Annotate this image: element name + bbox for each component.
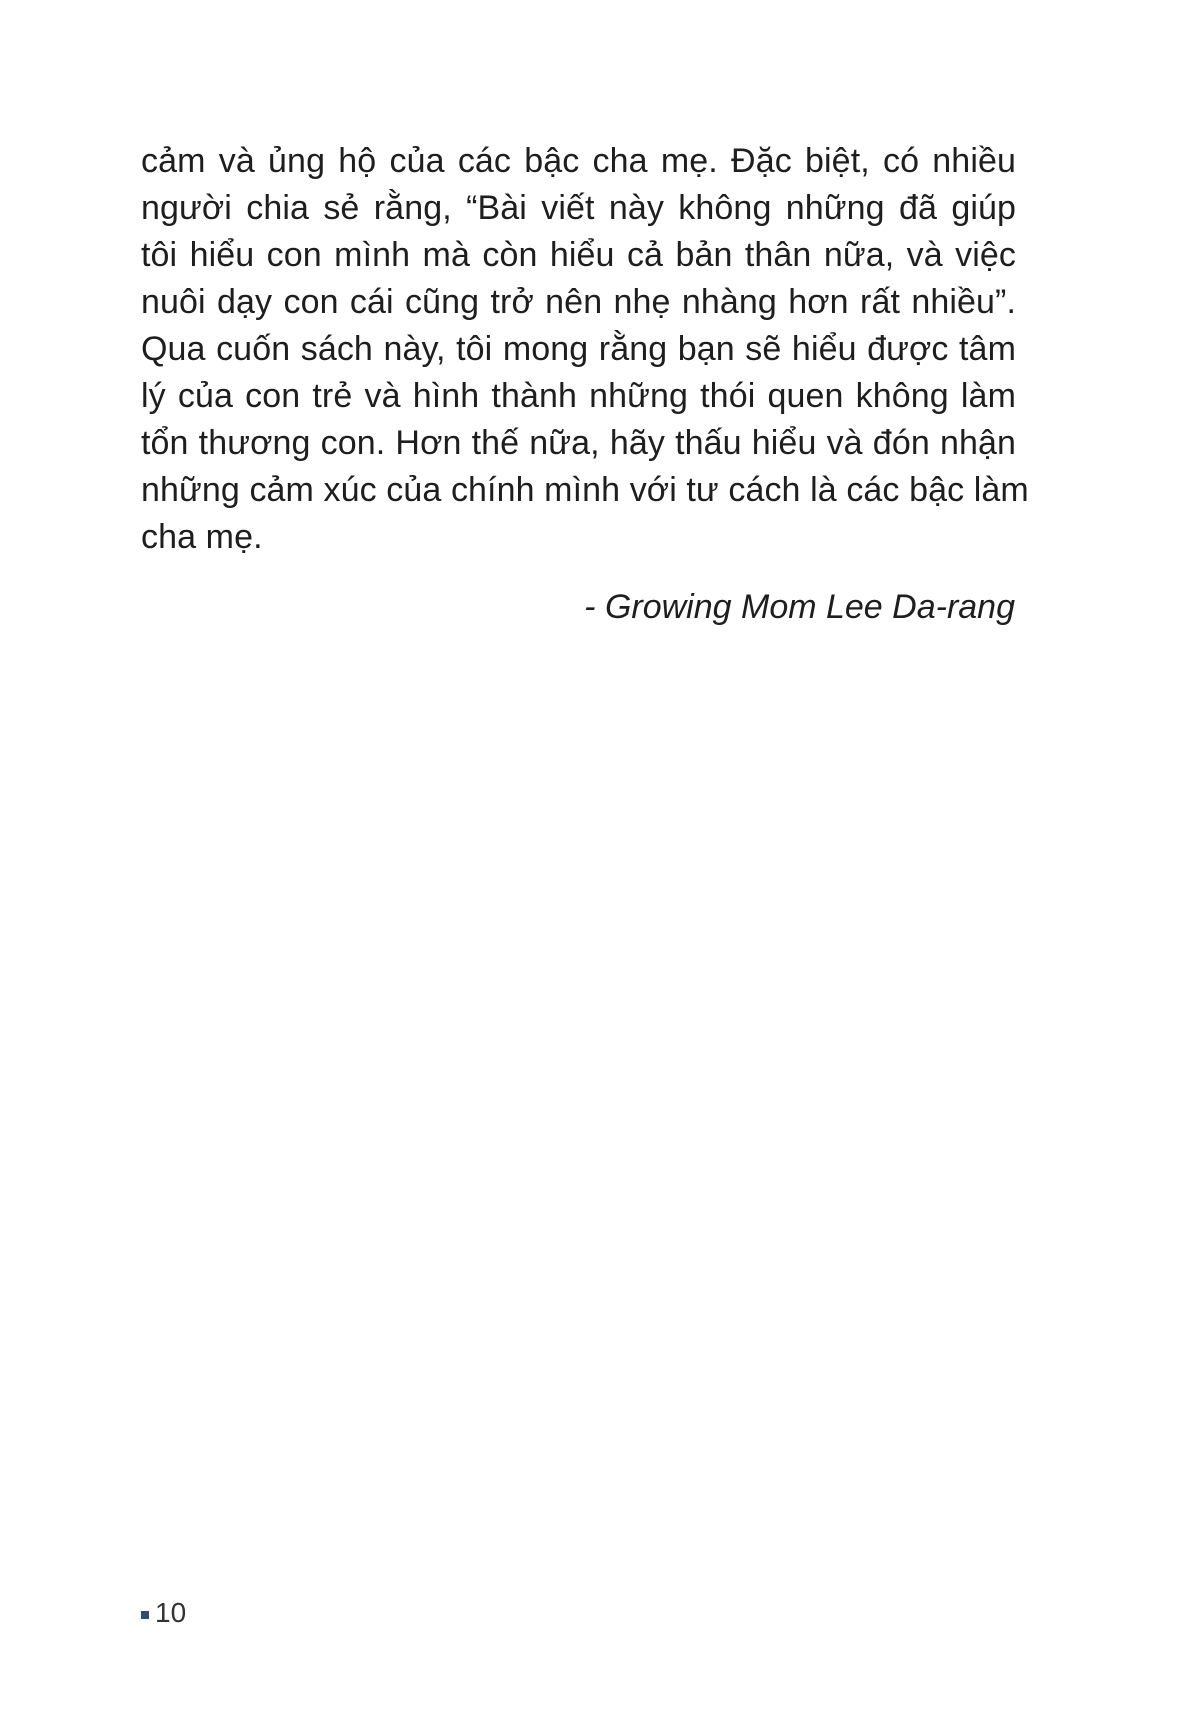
paragraph-line: Qua cuốn sách này, tôi mong rằng bạn sẽ hiểu được tâm (141, 330, 1016, 368)
body-paragraph (141, 138, 1029, 561)
paragraph-line: tổn thương con. Hơn thế nữa, hãy thấu hiểu và đón nhận (141, 424, 1016, 462)
paragraph-line: nuôi dạy con cái cũng trở nên nhẹ nhàng hơn rất nhiều”. (141, 283, 1016, 321)
square-marker-icon (141, 1611, 149, 1619)
paragraph-line: cảm và ủng hộ của các bậc cha mẹ. Đặc biệt, có nhiều (141, 142, 1016, 180)
paragraph-line: lý của con trẻ và hình thành những thói quen không làm (141, 377, 1016, 415)
author-signature: - Growing Mom Lee Da-rang (584, 588, 1015, 626)
paragraph-line: người chia sẻ rằng, “Bài viết này không những đã giúp (141, 189, 1016, 227)
paragraph-line: cha mẹ. (141, 518, 263, 556)
page-footer (141, 1595, 186, 1631)
page-number: 10 (155, 1597, 187, 1628)
paragraph-line: tôi hiểu con mình mà còn hiểu cả bản thân nữa, và việc (141, 236, 1016, 274)
paragraph-line: những cảm xúc của chính mình với tư cách là các bậc làm (141, 471, 1029, 509)
